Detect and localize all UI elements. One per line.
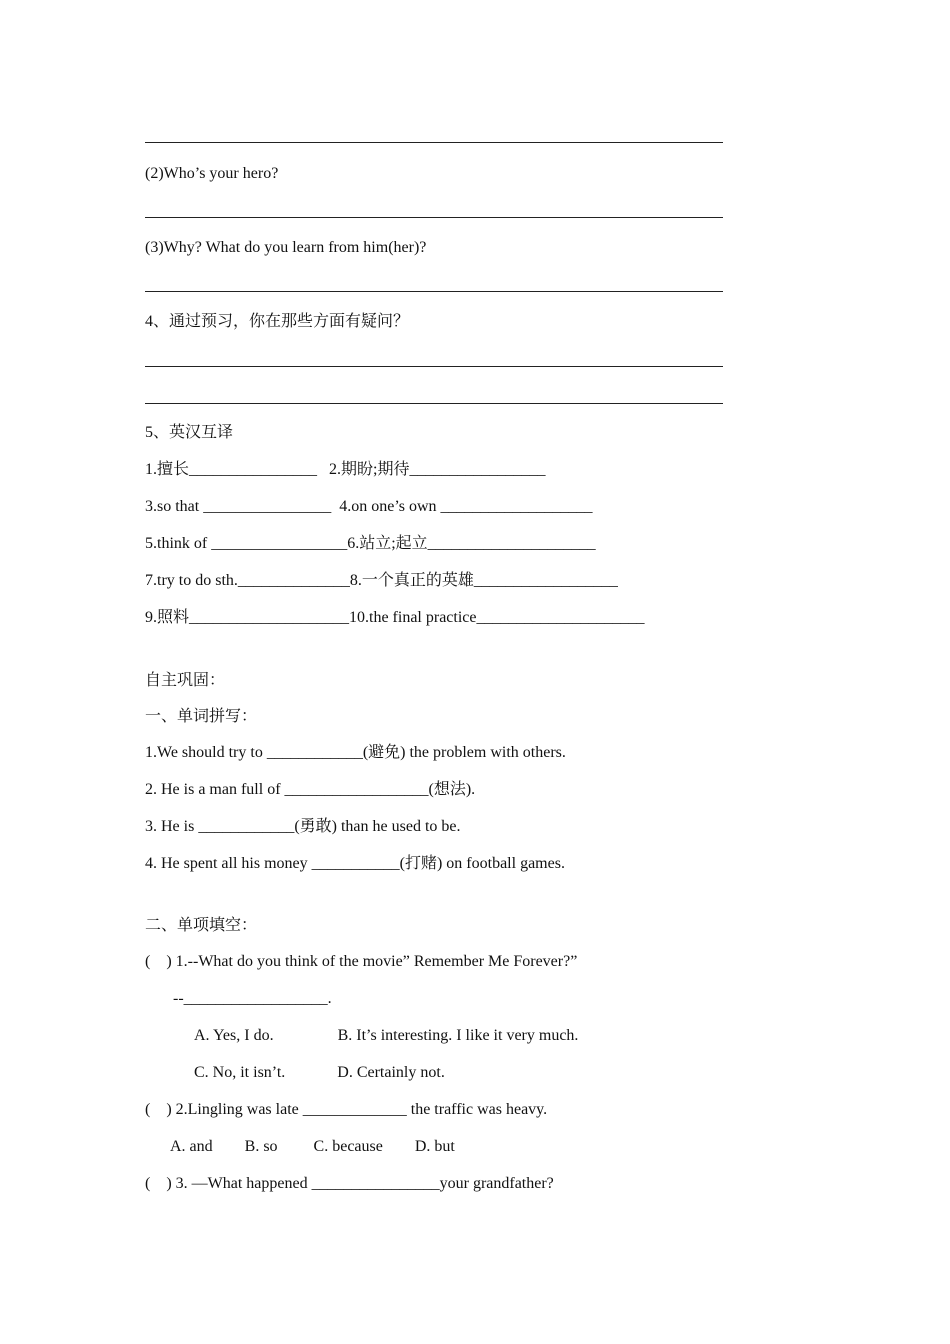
translation-row-3: 5.think of _________________6.站立;起立_____________________ [145, 535, 596, 552]
choice-q1-options-ab: A. Yes, I do. B. It’s interesting. I like it very much. [194, 1027, 579, 1044]
question-2: (2)Who’s your hero? [145, 165, 279, 182]
spelling-heading: 一、单词拼写： [145, 708, 258, 725]
answer-line-4a [145, 366, 723, 367]
consolidation-heading: 自主巩固： [145, 672, 226, 689]
choice-q1-stem: ( ) 1.--What do you think of the movie” Remember Me Forever?” [145, 953, 578, 970]
spelling-item-1: 1.We should try to ____________(避免) the problem with others. [145, 744, 566, 761]
choice-q3-stem: ( ) 3. —What happened ________________your grandfather? [145, 1175, 554, 1192]
question-3: (3)Why? What do you learn from him(her)? [145, 239, 427, 256]
answer-line-4b [145, 403, 723, 404]
answer-line-2 [145, 217, 723, 218]
choice-q2-options: A. and B. so C. because D. but [170, 1138, 455, 1155]
question-4: 4、通过预习，你在那些方面有疑问？ [145, 313, 410, 330]
section-5-heading: 5、英汉互译 [145, 424, 234, 441]
spelling-item-3: 3. He is ____________(勇敢) than he used to be. [145, 818, 461, 835]
translation-row-5: 9.照料____________________10.the final practice_____________________ [145, 609, 645, 626]
spelling-item-2: 2. He is a man full of __________________(想法). [145, 781, 476, 798]
choice-q1-options-cd: C. No, it isn’t. D. Certainly not. [194, 1064, 445, 1081]
answer-line-3 [145, 291, 723, 292]
answer-line-1 [145, 142, 723, 143]
choice-q1-answer-line: --__________________. [173, 990, 332, 1007]
choice-heading: 二、单项填空： [145, 917, 258, 934]
choice-q2-stem: ( ) 2.Lingling was late _____________ the traffic was heavy. [145, 1101, 548, 1118]
translation-row-1: 1.擅长________________ 2.期盼;期待_________________ [145, 461, 546, 478]
translation-row-2: 3.so that ________________ 4.on one’s own ___________________ [145, 498, 593, 515]
translation-row-4: 7.try to do sth.______________8.一个真正的英雄__________________ [145, 572, 618, 589]
spelling-item-4: 4. He spent all his money ___________(打赌) on football games. [145, 855, 565, 872]
